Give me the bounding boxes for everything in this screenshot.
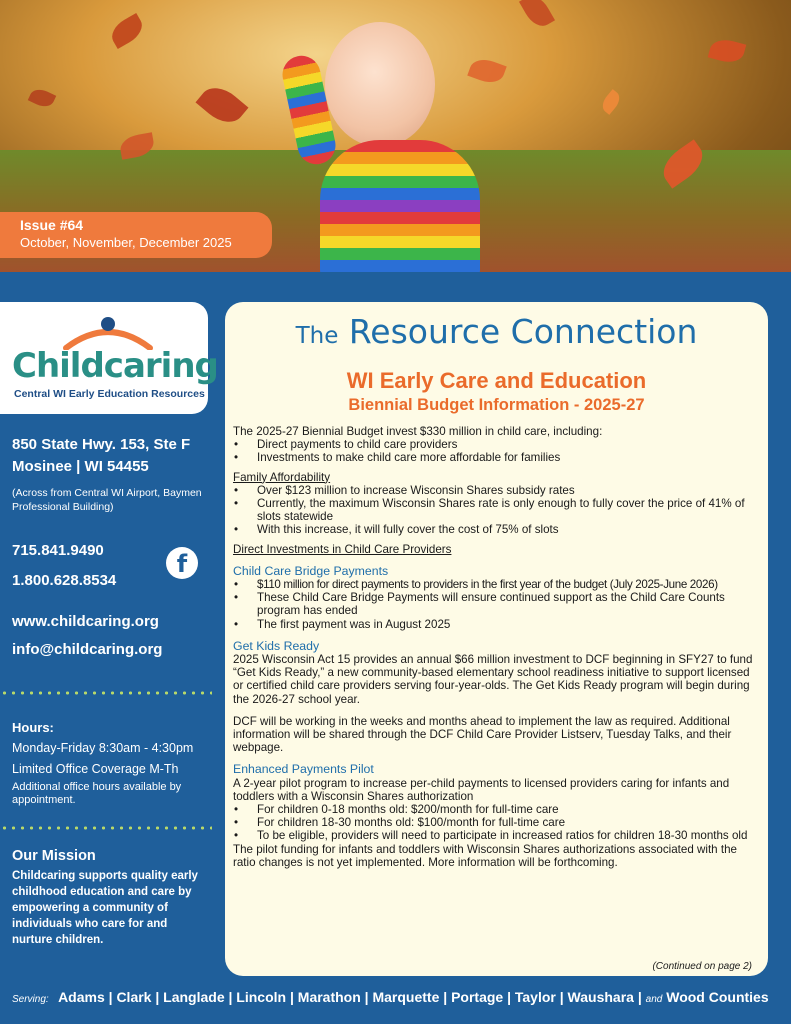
falling-leaf bbox=[519, 0, 555, 31]
phone-tollfree[interactable]: 1.800.628.8534 bbox=[12, 572, 117, 589]
issue-dates: October, November, December 2025 bbox=[20, 235, 232, 250]
issue-badge bbox=[0, 212, 272, 258]
affordability-heading: Family Affordability bbox=[233, 470, 331, 484]
list-item: • The first payment was in August 2025 bbox=[233, 618, 760, 631]
hours-weekday: Monday-Friday 8:30am - 4:30pm bbox=[12, 741, 194, 755]
rainbow-sweater bbox=[320, 140, 480, 272]
logo-tagline: Central WI Early Education Resources bbox=[14, 388, 205, 400]
address-note bbox=[12, 486, 202, 514]
list-item: • Investments to make child care more affordable for families bbox=[233, 451, 760, 464]
falling-leaf bbox=[708, 36, 747, 66]
issue-number: Issue #64 bbox=[20, 217, 84, 233]
logo-arc-icon bbox=[60, 316, 156, 350]
affordability-list bbox=[233, 484, 760, 537]
and-label: and bbox=[645, 994, 663, 1005]
enhanced-payments-outro: The pilot funding for infants and toddlers with Wisconsin Shares authorizations associated with the ratio changes is not yet implemented. More information will be forthcoming. bbox=[233, 842, 737, 869]
article-body bbox=[233, 425, 760, 869]
masthead bbox=[233, 312, 760, 356]
falling-leaf bbox=[107, 13, 147, 49]
list-item: • These Child Care Bridge Payments will ensure continued support as the Child Care Counts program has ended bbox=[233, 591, 760, 617]
website-link[interactable]: www.childcaring.org bbox=[12, 613, 159, 630]
intro-list bbox=[233, 438, 760, 464]
child-head bbox=[325, 22, 435, 147]
bridge-list bbox=[233, 578, 760, 631]
address bbox=[12, 434, 190, 478]
list-item: • For children 18-30 months old: $100/month for full-time care bbox=[233, 816, 760, 829]
hours-heading: Hours: bbox=[12, 720, 54, 735]
facebook-icon[interactable]: f bbox=[166, 547, 198, 579]
logo-brand: Childcaring bbox=[12, 346, 218, 386]
hours-limited: Limited Office Coverage M-Th bbox=[12, 762, 179, 776]
article-headline: WI Early Care and Education bbox=[346, 368, 647, 393]
mission-text: Childcaring supports quality early childhood education and care by empowering a community of individuals who care for and nurture children. bbox=[12, 870, 198, 946]
dcf-paragraph: DCF will be working in the weeks and months ahead to implement the law as required. Additional information will be shared through the DCF Child Care Provider Listserv, Tuesday Talks, and their webpage. bbox=[233, 714, 732, 755]
article-subhead: Biennial Budget Information - 2025-27 bbox=[348, 396, 645, 414]
get-kids-ready-paragraph: 2025 Wisconsin Act 15 provides an annual $66 million investment to DCF beginning in SFY27 to fund “Get Kids Ready,” a new community-based elementary school readiness initiative to support licensed or certified child care providers serving four-year-olds. The Get Kids Ready program will begin during the 2026-27 school year. bbox=[233, 653, 753, 706]
get-kids-ready-heading: Get Kids Ready bbox=[233, 638, 320, 653]
enhanced-payments-heading: Enhanced Payments Pilot bbox=[233, 762, 374, 777]
address-line-1: 850 State Hwy. 153, Ste F bbox=[12, 436, 191, 453]
list-item: • Direct payments to child care providers bbox=[233, 438, 760, 451]
list-item: • To be eligible, providers will need to participate in increased ratios for children 18-30 months old bbox=[233, 829, 760, 842]
newsletter-panel bbox=[225, 302, 768, 976]
service-area-footer bbox=[12, 989, 769, 1005]
list-item: • Over $123 million to increase Wisconsin Shares subsidy rates bbox=[233, 484, 760, 497]
last-county: Wood Counties bbox=[666, 989, 769, 1005]
dotted-divider bbox=[0, 691, 212, 695]
bridge-payments-heading: Child Care Bridge Payments bbox=[233, 563, 389, 578]
list-item: • Currently, the maximum Wisconsin Shares rate is only enough to fully cover the price of 41% of slots statewide bbox=[233, 497, 760, 523]
falling-leaf bbox=[28, 86, 57, 111]
hours-appointment: Additional office hours available by appointment. bbox=[12, 781, 182, 806]
enhanced-payments-list bbox=[233, 803, 760, 843]
continued-note: (Continued on page 2) bbox=[652, 961, 752, 972]
falling-leaf bbox=[196, 79, 249, 130]
dotted-divider bbox=[0, 826, 212, 830]
list-item: • With this increase, it will fully cover the cost of 75% of slots bbox=[233, 523, 760, 536]
counties-list: Adams | Clark | Langlade | Lincoln | Marathon | Marquette | Portage | Taylor | Waushara | bbox=[58, 989, 642, 1005]
masthead-title: Resource Connection bbox=[348, 312, 698, 351]
email-link[interactable]: info@childcaring.org bbox=[12, 641, 163, 658]
mission-heading: Our Mission bbox=[12, 848, 96, 864]
address-note-text: (Across from Central WI Airport, Baymen Professional Building) bbox=[12, 487, 202, 513]
childcaring-logo[interactable] bbox=[0, 302, 218, 414]
serving-label: Serving: bbox=[12, 994, 49, 1005]
phone-local[interactable]: 715.841.9490 bbox=[12, 542, 104, 559]
enhanced-payments-intro: A 2-year pilot program to increase per-child payments to licensed providers caring for infants and toddlers with a Wisconsin Shares authorization bbox=[233, 776, 730, 803]
masthead-the: The bbox=[295, 323, 339, 349]
falling-leaf bbox=[599, 89, 624, 115]
falling-leaf bbox=[467, 55, 506, 87]
list-item: • $110 million for direct payments to providers in the first year of the budget (July 2025-June 2026) bbox=[233, 578, 760, 591]
direct-investments-heading: Direct Investments in Child Care Providers bbox=[233, 542, 452, 556]
address-line-2: Mosinee | WI 54455 bbox=[12, 458, 149, 475]
intro-paragraph: The 2025-27 Biennial Budget invest $330 million in child care, including: bbox=[233, 425, 603, 438]
list-item: • For children 0-18 months old: $200/month for full-time care bbox=[233, 803, 760, 816]
